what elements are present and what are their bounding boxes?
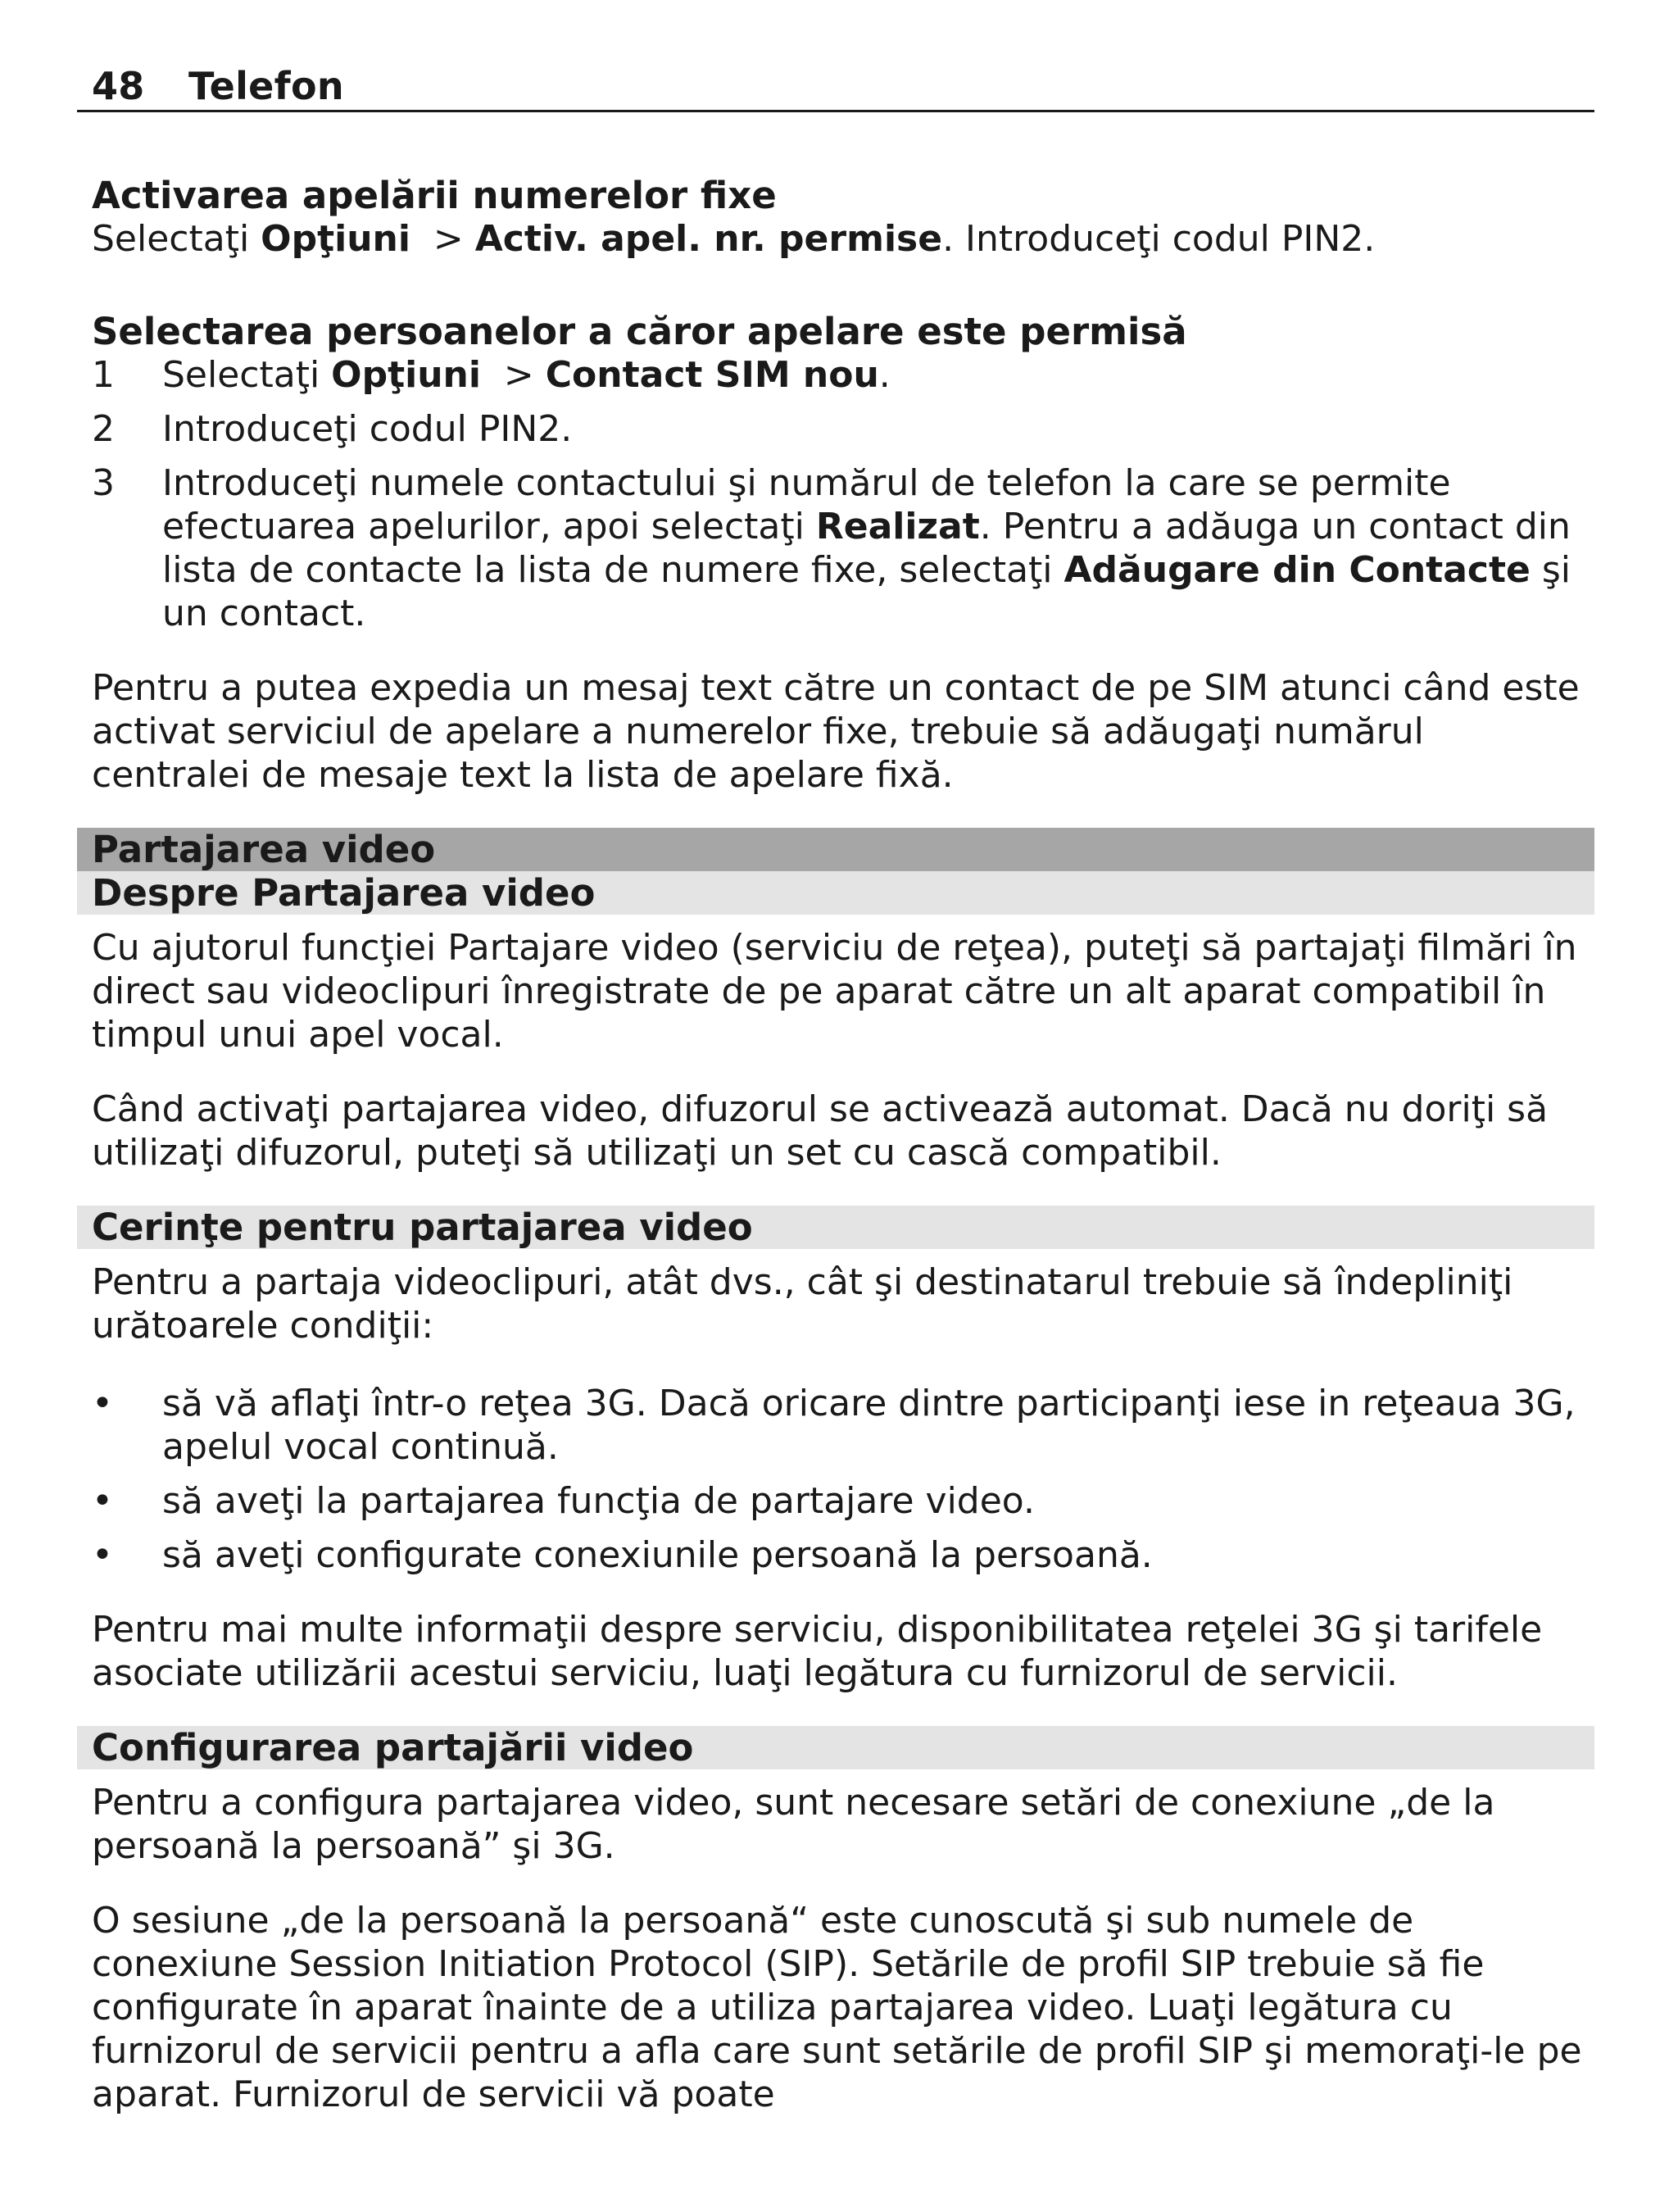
speaker-paragraph: Când activaţi partajarea video, difuzorul se activează automat. Dacă nu doriţi să utilizaţi difuzorul, puteţi să utilizaţi un set cu cască compatibil. (92, 1088, 1549, 1174)
text-run: . (878, 354, 891, 396)
menu-option: Opţiuni (261, 218, 410, 260)
separator: > (410, 218, 475, 260)
running-header (77, 62, 1594, 112)
list-item-text: să aveţi la partajarea funcţia de partajare video. (162, 1480, 1035, 1522)
menu-command: Adăugare din Contacte (1063, 549, 1531, 591)
step-item (92, 407, 1588, 451)
step-number: 2 (92, 408, 115, 450)
about-paragraph: Cu ajutorul funcţiei Partajare video (serviciu de reţea), puteţi să partajaţi filmări în direct sau videoclipuri înregistrate de pe aparat către un alt aparat compatibil în timpul unui apel vocal. (92, 927, 1577, 1056)
text-run: . Introduceţi codul PIN2. (942, 218, 1376, 260)
config-paragraph-2: O sesiune „de la persoană la persoană“ este cunoscută şi sub numele de conexiune Session Initiation Protocol (SIP). Setările de profil SIP trebuie să fie configurate în aparat înainte de a utiliza partajarea video. Luaţi legătura cu furnizorul de servicii pentru a afla care sunt setările de profil SIP şi memoraţi-le pe aparat. Furnizorul de servicii vă poate (92, 1900, 1582, 2115)
list-item-text: să aveţi configurate conexiunile persoană la persoană. (162, 1534, 1153, 1576)
subheading-about-video-sharing: Despre Partajarea video (77, 871, 1594, 915)
step-number: 3 (92, 462, 115, 504)
heading-activate-fixed-dialing: Activarea apelării numerelor fixe (92, 174, 777, 217)
section-heading-video-sharing: Partajarea video (77, 828, 1594, 871)
menu-option: Opţiuni (331, 354, 481, 396)
sms-fixed-dialing-note: Pentru a putea expedia un mesaj text către un contact de pe SIM atunci când este activat serviciul de apelare a numerelor fixe, trebuie să adăugaţi numărul centralei de mesaje text la lista de apelare fixă. (92, 667, 1580, 796)
steps-list (92, 353, 1588, 635)
requirements-list (92, 1382, 1588, 1577)
step-text: Introduceţi codul PIN2. (162, 408, 573, 450)
page-number: 48 (92, 64, 145, 108)
step-number: 1 (92, 354, 115, 396)
subheading-configuration: Configurarea partajării video (77, 1726, 1594, 1769)
chapter-title: Telefon (188, 64, 344, 108)
menu-command: Activ. apel. nr. permise (474, 218, 943, 260)
step-item (92, 353, 1588, 397)
step-item (92, 461, 1588, 635)
subheading-requirements: Cerinţe pentru partajarea video (77, 1206, 1594, 1249)
page-content (92, 174, 1588, 2116)
text-run: Introduceţi numele contactului şi numărul de telefon la care se permite efectuarea apelurilor, apoi selectaţi (162, 462, 1451, 547)
list-item (92, 1382, 1588, 1469)
text-run: Selectaţi (92, 218, 261, 260)
activate-instructions (92, 217, 1588, 261)
separator: > (480, 354, 546, 396)
list-item-text: să vă aflaţi într-o reţea 3G. Dacă oricare dintre participanţi iese in reţeaua 3G, apelul vocal continuă. (162, 1383, 1576, 1468)
text-run: şi un contact. (162, 549, 1571, 634)
bullet: • (92, 1480, 113, 1522)
text-run: . Pentru a adăuga un contact din lista de contacte la lista de numere fixe, selectaţi (162, 506, 1571, 591)
config-paragraph-1: Pentru a configura partajarea video, sunt necesare setări de conexiune „de la persoană la persoană” şi 3G. (92, 1782, 1495, 1867)
menu-command: Contact SIM nou (545, 354, 879, 396)
list-item (92, 1533, 1588, 1577)
bullet: • (92, 1534, 113, 1576)
heading-select-contacts: Selectarea persoanelor a căror apelare este permisă (92, 310, 1187, 353)
menu-command: Realizat (815, 506, 980, 547)
requirements-intro: Pentru a partaja videoclipuri, atât dvs., cât şi destinatarul trebuie să îndepliniţi urătoarele condiţii: (92, 1261, 1513, 1347)
text-run: Selectaţi (162, 354, 332, 396)
requirements-outro: Pentru mai multe informaţii despre serviciu, disponibilitatea reţelei 3G şi tarifele asociate utilizării acestui serviciu, luaţi legătura cu furnizorul de servicii. (92, 1609, 1543, 1694)
list-item (92, 1479, 1588, 1523)
bullet: • (92, 1383, 113, 1424)
